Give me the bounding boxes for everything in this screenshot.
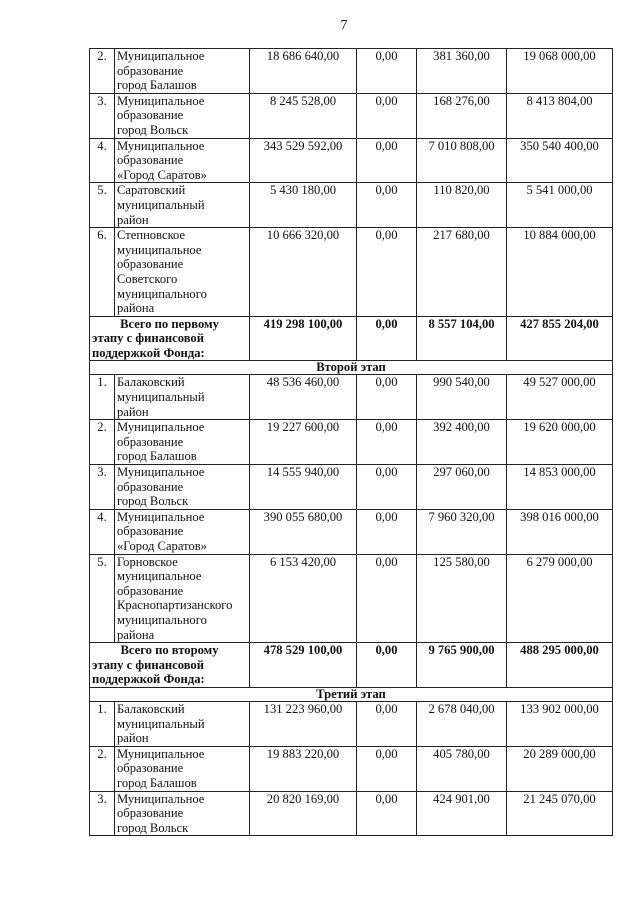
local-amount: 7 960 320,00 bbox=[417, 509, 507, 554]
regional-amount: 0,00 bbox=[357, 791, 417, 836]
total-amount: 49 527 000,00 bbox=[507, 375, 613, 420]
table-row bbox=[90, 93, 613, 138]
regional-amount: 0,00 bbox=[357, 49, 417, 94]
name-line: Муниципальное bbox=[117, 49, 205, 63]
municipality-name bbox=[115, 701, 250, 746]
name-line: Горновское bbox=[117, 554, 178, 569]
total-amount: 6 279 000,00 bbox=[507, 554, 613, 643]
local-amount: 405 780,00 bbox=[417, 746, 507, 791]
row-number: 5. bbox=[90, 183, 115, 228]
regional-amount: 0,00 bbox=[357, 183, 417, 228]
stage-title: Третий этап bbox=[90, 687, 613, 701]
total-amount: 133 902 000,00 bbox=[507, 701, 613, 746]
municipality-name bbox=[115, 791, 250, 836]
table-row bbox=[90, 375, 613, 420]
total-label-line: поддержкой Фонда: bbox=[92, 672, 205, 687]
total-amount: 5 541 000,00 bbox=[507, 183, 613, 228]
row-number: 1. bbox=[90, 701, 115, 746]
local-amount: 381 360,00 bbox=[417, 49, 507, 94]
row-number: 2. bbox=[90, 420, 115, 465]
name-line: муниципального bbox=[117, 286, 207, 301]
local-amount: 125 580,00 bbox=[417, 554, 507, 643]
row-number: 3. bbox=[90, 93, 115, 138]
name-line: Балаковский bbox=[117, 701, 185, 716]
name-line: Краснопартизанского bbox=[117, 598, 233, 613]
stage-title: Второй этап bbox=[90, 361, 613, 375]
total-fund-amount: 419 298 100,00 bbox=[250, 316, 357, 361]
local-amount: 2 678 040,00 bbox=[417, 701, 507, 746]
fund-amount: 14 555 940,00 bbox=[250, 465, 357, 510]
total-amount: 19 620 000,00 bbox=[507, 420, 613, 465]
fund-amount: 19 227 600,00 bbox=[250, 420, 357, 465]
local-amount: 110 820,00 bbox=[417, 183, 507, 228]
table-row bbox=[90, 228, 613, 317]
total-label-line: поддержкой Фонда: bbox=[92, 345, 205, 360]
name-line: муниципальный bbox=[117, 197, 205, 212]
table-row bbox=[90, 701, 613, 746]
name-line: образование bbox=[117, 761, 184, 776]
total-amount: 20 289 000,00 bbox=[507, 746, 613, 791]
row-number: 6. bbox=[90, 228, 115, 317]
name-line: Муниципальное bbox=[117, 746, 205, 761]
local-amount: 424 901,00 bbox=[417, 791, 507, 836]
row-number: 2. bbox=[90, 49, 115, 94]
regional-amount: 0,00 bbox=[357, 93, 417, 138]
total-fund-amount: 478 529 100,00 bbox=[250, 643, 357, 688]
name-line: Саратовский bbox=[117, 183, 186, 198]
total-label bbox=[90, 316, 250, 361]
name-line: город Балашов bbox=[117, 775, 197, 790]
municipality-name bbox=[115, 49, 250, 94]
table-row bbox=[90, 183, 613, 228]
local-amount: 392 400,00 bbox=[417, 420, 507, 465]
fund-amount: 48 536 460,00 bbox=[250, 375, 357, 420]
name-line: муниципальное bbox=[117, 569, 202, 584]
row-number: 4. bbox=[90, 138, 115, 183]
name-line: образование bbox=[117, 108, 184, 123]
fund-amount: 18 686 640,00 bbox=[250, 49, 357, 94]
municipality-name bbox=[115, 93, 250, 138]
name-line: «Город Саратов» bbox=[117, 167, 207, 182]
name-line: город Вольск bbox=[117, 494, 189, 509]
fund-amount: 131 223 960,00 bbox=[250, 701, 357, 746]
name-line: район bbox=[117, 404, 149, 419]
total-regional-amount: 0,00 bbox=[357, 643, 417, 688]
name-line: район bbox=[117, 212, 149, 227]
name-line: муниципального bbox=[117, 612, 207, 627]
regional-amount: 0,00 bbox=[357, 554, 417, 643]
name-line: город Вольск bbox=[117, 820, 189, 835]
regional-amount: 0,00 bbox=[357, 375, 417, 420]
page-number: 7 bbox=[340, 18, 348, 33]
municipality-name bbox=[115, 375, 250, 420]
municipality-name bbox=[115, 228, 250, 317]
regional-amount: 0,00 bbox=[357, 509, 417, 554]
name-line: района bbox=[117, 627, 155, 642]
stage-header-row bbox=[90, 687, 613, 701]
total-label-line: этапу с финансовой bbox=[92, 331, 204, 346]
municipality-name bbox=[115, 554, 250, 643]
fund-amount: 8 245 528,00 bbox=[250, 93, 357, 138]
municipality-name bbox=[115, 746, 250, 791]
name-line: Муниципальное bbox=[117, 420, 205, 435]
total-amount: 398 016 000,00 bbox=[507, 509, 613, 554]
total-local-amount: 9 765 900,00 bbox=[417, 643, 507, 688]
regional-amount: 0,00 bbox=[357, 465, 417, 510]
fund-amount: 19 883 220,00 bbox=[250, 746, 357, 791]
total-total-amount: 488 295 000,00 bbox=[507, 643, 613, 688]
name-line: муниципальный bbox=[117, 716, 205, 731]
table-row bbox=[90, 465, 613, 510]
table-row bbox=[90, 509, 613, 554]
name-line: образование bbox=[117, 806, 184, 821]
municipality-name bbox=[115, 138, 250, 183]
total-regional-amount: 0,00 bbox=[357, 316, 417, 361]
local-amount: 297 060,00 bbox=[417, 465, 507, 510]
name-line: Муниципальное bbox=[117, 93, 205, 108]
total-amount: 8 413 804,00 bbox=[507, 93, 613, 138]
total-amount: 14 853 000,00 bbox=[507, 465, 613, 510]
name-line: Муниципальное bbox=[117, 509, 205, 524]
name-line: образование bbox=[117, 257, 184, 272]
name-line: «Город Саратов» bbox=[117, 539, 207, 553]
stage-header-row bbox=[90, 361, 613, 375]
name-line: город Вольск bbox=[117, 122, 189, 137]
name-line: Муниципальное bbox=[117, 138, 205, 153]
name-line: Балаковский bbox=[117, 375, 185, 390]
regional-amount: 0,00 bbox=[357, 228, 417, 317]
fund-amount: 343 529 592,00 bbox=[250, 138, 357, 183]
name-line: образование bbox=[117, 524, 184, 539]
municipality-name bbox=[115, 420, 250, 465]
row-number: 3. bbox=[90, 465, 115, 510]
total-amount: 350 540 400,00 bbox=[507, 138, 613, 183]
name-line: района bbox=[117, 301, 155, 316]
fund-amount: 6 153 420,00 bbox=[250, 554, 357, 643]
total-local-amount: 8 557 104,00 bbox=[417, 316, 507, 361]
total-label-line: Всего по первому bbox=[120, 316, 219, 331]
total-amount: 10 884 000,00 bbox=[507, 228, 613, 317]
regional-amount: 0,00 bbox=[357, 138, 417, 183]
regional-amount: 0,00 bbox=[357, 420, 417, 465]
name-line: Степновское bbox=[117, 228, 186, 243]
table-row bbox=[90, 138, 613, 183]
total-label bbox=[90, 643, 250, 688]
total-amount: 21 245 070,00 bbox=[507, 791, 613, 836]
fund-amount: 20 820 169,00 bbox=[250, 791, 357, 836]
name-line: Муниципальное bbox=[117, 791, 205, 806]
municipality-name bbox=[115, 509, 250, 554]
fund-amount: 10 666 320,00 bbox=[250, 228, 357, 317]
table-row bbox=[90, 791, 613, 836]
municipality-name bbox=[115, 183, 250, 228]
name-line: образование bbox=[117, 479, 184, 494]
local-amount: 217 680,00 bbox=[417, 228, 507, 317]
fund-amount: 390 055 680,00 bbox=[250, 509, 357, 554]
name-line: город Балашов bbox=[117, 449, 197, 464]
name-line: образование bbox=[117, 63, 184, 78]
name-line: муниципальный bbox=[117, 390, 205, 405]
row-number: 2. bbox=[90, 746, 115, 791]
local-amount: 7 010 808,00 bbox=[417, 138, 507, 183]
stage-total-row bbox=[90, 643, 613, 688]
stage-total-row bbox=[90, 316, 613, 361]
fund-amount: 5 430 180,00 bbox=[250, 183, 357, 228]
row-number: 3. bbox=[90, 791, 115, 836]
table-row bbox=[90, 49, 613, 94]
total-total-amount: 427 855 204,00 bbox=[507, 316, 613, 361]
funding-table bbox=[89, 48, 613, 836]
table-row bbox=[90, 554, 613, 643]
total-label-line: Всего по второму bbox=[120, 643, 219, 658]
name-line: образование bbox=[117, 583, 184, 598]
name-line: город Балашов bbox=[117, 78, 197, 93]
local-amount: 168 276,00 bbox=[417, 93, 507, 138]
name-line: район bbox=[117, 731, 149, 746]
row-number: 5. bbox=[90, 554, 115, 643]
regional-amount: 0,00 bbox=[357, 746, 417, 791]
name-line: образование bbox=[117, 434, 184, 449]
row-number: 4. bbox=[90, 509, 115, 554]
total-amount: 19 068 000,00 bbox=[507, 49, 613, 94]
table-row bbox=[90, 746, 613, 791]
name-line: образование bbox=[117, 153, 184, 168]
row-number: 1. bbox=[90, 375, 115, 420]
municipality-name bbox=[115, 465, 250, 510]
name-line: Муниципальное bbox=[117, 465, 205, 480]
local-amount: 990 540,00 bbox=[417, 375, 507, 420]
name-line: Советского bbox=[117, 271, 178, 286]
name-line: муниципальное bbox=[117, 242, 202, 257]
regional-amount: 0,00 bbox=[357, 701, 417, 746]
table-row bbox=[90, 420, 613, 465]
total-label-line: этапу с финансовой bbox=[92, 657, 204, 672]
